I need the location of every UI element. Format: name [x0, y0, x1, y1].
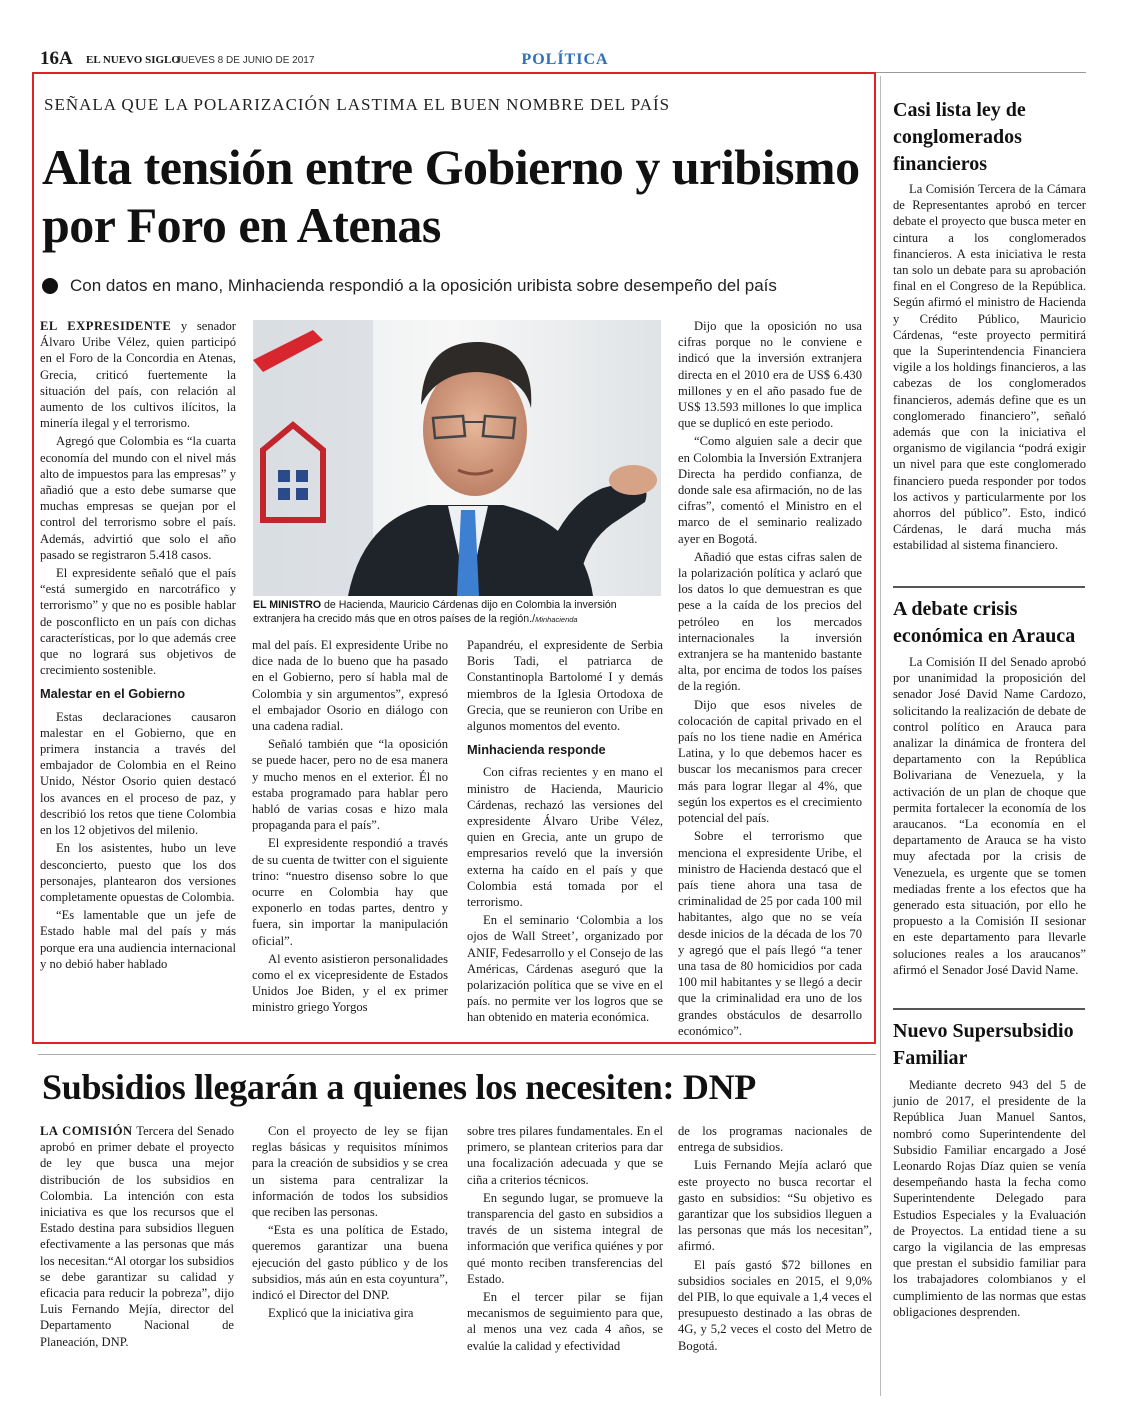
paragraph: La Comisión II del Senado aprobó por unanimidad la proposición del senador José David Name Cardozo, solicitando la realización de debate de control político en Arauca para analizar la dinámica de frontera del departamento con la República Bolivariana de Venezuela, y la activación de un plan de choque que permita fortalecer la economía de los araucanos. “La economía en el departamento de Arauca se ha visto muy afectada por la crisis de Venezuela, es urgente que se tomen mediadas frente a los efectos que ha generado esta situación, por ello he propuesto a la Comisión II sesionar en este departamento para llevarle soluciones reales a los araucanos” afirmó el Senador José David Name. — [893, 655, 1086, 977]
paragraph: Señaló también que “la oposición se puede hacer, pero no de esa manera y mucho menos en el exterior. Él no estaba programado para hablar pero habló de varias cosas e hizo mala propaganda para el país”. — [252, 737, 448, 833]
paragraph: “Es lamentable que un jefe de Estado hable mal del país y más porque era una audiencia internacional y no debió haber hablado — [40, 908, 236, 971]
sidebar-rule — [893, 1008, 1085, 1010]
masthead: EL NUEVO SIGLO — [86, 54, 180, 66]
paragraph: En los asistentes, hubo un leve desconcierto, puesto que los dos personajes, plantearon dos versiones completamente opuestas de Colombia. — [40, 841, 236, 904]
paragraph: y senador Álvaro Uribe Vélez, quien participó en el Foro de la Concordia en Atenas, Grecia, criticó fuertemente la situación del país, con relación al aumento de los cultivos ilícitos, la minería ilegal y el terrorismo. — [40, 319, 236, 431]
article-column-4 — [678, 318, 862, 1041]
paragraph: “Como alguien sale a decir que en Colombia la Inversión Extranjera Directa ha perdido confianza, de donde sale esa afirmación, no de las cifras”, comentó el Ministro en el marco de el seminario realizado ayer en Bogotá. — [678, 434, 862, 546]
photo-caption — [253, 599, 663, 626]
paragraph: de los programas nacionales de entrega de subsidios. — [678, 1124, 872, 1155]
article-divider — [38, 1054, 876, 1055]
second-article-column-1 — [40, 1123, 234, 1352]
paragraph: Sobre el terrorismo que menciona el expresidente Uribe, el ministro de Hacienda destacó que el país tiene ahora una tasa de criminalidad de 25 por cada 100 mil habitantes, algo que no se veía desde inicios de la década de los 70 y agregó que el país llegó “a tener una tasa de 80 homicidios por cada 100 mil habitantes y se llegó a decir que la criminalidad era uno de los grandes obstáculos de desarrollo económico”. — [678, 829, 862, 1038]
paragraph: En el tercer pilar se fijan mecanismos de seguimiento para que, al menos una vez cada 4 años, se evalúe la calidad y efectividad — [467, 1290, 663, 1353]
sidebar-headline-2: A debate crisis económica en Arauca — [893, 598, 1076, 647]
paragraph: sobre tres pilares fundamentales. En el primero, se plantean criterios para dar una focalización adecuada y que se ciña a criterios técnicos. — [467, 1124, 663, 1187]
paragraph: El expresidente respondió a través de su cuenta de twitter con el siguiente trino: “nuestro disenso sobre lo que ocurre en Colombia hay que exponerlo en todas partes, dentro y fuera, sin importar la manipulación oficial”. — [252, 836, 448, 948]
photo-credit: Minhacienda — [535, 614, 578, 624]
sidebar-text-1 — [893, 181, 1086, 554]
paragraph: Dijo que la oposición no usa cifras porque no le conviene e indicó que la inversión extranjera directa en el 2010 era de US$ 6.430 millones y en el año pasado fue de US$ 13.593 millones lo que implica que se duplicó en este periodo. — [678, 319, 862, 431]
article-column-3 — [467, 637, 663, 1028]
paragraph: Luis Fernando Mejía aclaró que este proyecto no busca recortar el gasto en subsidios: “Su objetivo es garantizar que los subsidios lleguen a las personas que más los necesitan”, afirmó. — [678, 1158, 872, 1254]
column-divider — [880, 76, 881, 1396]
caption-lead: EL MINISTRO — [253, 599, 322, 611]
paragraph: El expresidente señaló que el país “está sumergido en narcotráfico y terrorismo” y que no es posible hablar de posconflicto en un país con dichas características, por lo que además cree que no logrará sus objetivos de crecimiento sostenible. — [40, 566, 236, 678]
section-label: POLÍTICA — [521, 51, 609, 68]
second-article-column-4 — [678, 1123, 872, 1356]
paragraph: Mediante decreto 943 del 5 de junio de 2017, el presidente de la República Juan Manuel Santos, nombró como Superintendente del Subsidio Familiar encargado a José Leonardo Rojas Díaz quien se venía desempeñando hasta la fecha como Superintendente Delegado para Estudios Especiales y la Evaluación de Proyectos. La entidad tiene a su cargo la vigilancia de las empresas que prestan el subsidio familiar para los trabajadores colombianos y el cumplimiento de las normas que estas obligaciones desprenden. — [893, 1078, 1086, 1319]
subheadline-text: Con datos en mano, Minhacienda respondió a la oposición uribista sobre desempeño del país — [70, 276, 777, 295]
paragraph: mal del país. El expresidente Uribe no dice nada de lo bueno que ha pasado en el Gobierno, pero sí habla mal de Colombia y sin argumentos”, expresó el embajador Osorio en diálogo con una cadena radial. — [252, 638, 448, 734]
minister-photo — [253, 320, 661, 596]
article-column-1 — [40, 318, 236, 974]
paragraph: En segundo lugar, se promueve la transparencia del gasto en subsidios a través de un sistema integral de información que verifica quiénes y por qué monto reciben transferencias del Estado. — [467, 1190, 663, 1286]
second-article-column-3 — [467, 1123, 663, 1356]
subhead: Malestar en el Gobierno — [40, 686, 186, 702]
article-subheadline — [42, 276, 872, 296]
sidebar-text-3 — [893, 1077, 1086, 1320]
paragraph: Dijo que esos niveles de colocación de capital privado en el país no los tiene nadie en América Latina, y lo que debemos hacer es buscar los mecanismos para crecer más para lograr llegar al 4%, que según los expertos es el crecimiento potencial del país. — [678, 697, 862, 826]
second-article-headline: Subsidios llegarán a quienes los necesiten: DNP — [42, 1067, 756, 1107]
lead-in: LA COMISIÓN — [40, 1124, 133, 1138]
article-kicker: SEÑALA QUE LA POLARIZACIÓN LASTIMA EL BUEN NOMBRE DEL PAÍS — [44, 95, 671, 114]
sidebar-headline-1: Casi lista ley de conglomerados financieros — [893, 99, 1026, 175]
paragraph: Estas declaraciones causaron malestar en el Gobierno, que en primera instancia a través del embajador de Colombia en el Reino Unido, Néstor Osorio quien destacó los avances en el proceso de paz, y describió los retos que tiene Colombia en los 12 objetivos del milenio. — [40, 709, 236, 838]
paragraph: En el seminario ‘Colombia a los ojos de Wall Street’, organizado por ANIF, Fedesarrollo y el Consejo de las Américas, Cárdenas aseguró que la polarización política que se vive en el país. no permite ver los logros que se han obtenido en materia económica. — [467, 913, 663, 1025]
sidebar-rule — [893, 586, 1085, 588]
paragraph: Explicó que la iniciativa gira — [268, 1306, 414, 1321]
paragraph: Papandréu, el expresidente de Serbia Boris Tadi, el patriarca de Constantinopla Bartolomé I y demás miembros de la Iglesia Ortodoxa de Grecia, que se reunieron con Uribe en algunos momentos del evento. — [467, 638, 663, 734]
paragraph: El país gastó $72 billones en subsidios sociales en 2015, el 9,0% del PIB, lo que equivale a 1,4 veces el presupuesto destinado a las obras de 4G, y 5,2 veces el costo del Metro de Bogotá. — [678, 1257, 872, 1353]
paragraph: Tercera del Senado aprobó en primer debate el proyecto de ley que busca una mejor distribución de los subsidios en Colombia. La intención con esta iniciativa es que los recursos que el Estado destina para subsidios lleguen efectivamente a las personas que más los necesitan.“Al otorgar los subsidios se debe garantizar su calidad y eficacia para reducir la pobreza”, dijo Luis Fernando Mejía, director del Departamento Nacional de Planeación, DNP. — [40, 1124, 234, 1349]
article-column-2 — [252, 637, 448, 1018]
paragraph: Al evento asistieron personalidades como el ex vicepresidente de Estados Unidos Joe Biden, y el ex primer ministro griego Yorgos — [252, 951, 448, 1015]
issue-date: JUEVES 8 DE JUNIO DE 2017 — [176, 55, 315, 66]
paragraph: Con el proyecto de ley se fijan reglas básicas y requisitos mínimos para la creación de subsidios y se crea un sistema para centralizar la información de todos los subsidios que reciben las personas. — [252, 1124, 448, 1220]
lead-in: EL EXPRESIDENTE — [40, 319, 172, 333]
caption-text: de Hacienda, Mauricio Cárdenas dijo en Colombia la inversión extranjera ha crecido más que en otros países de la región./ — [253, 599, 617, 625]
page-number: 16A — [40, 48, 73, 69]
subhead: Minhacienda responde — [467, 742, 606, 758]
sidebar-headline-3: Nuevo Supersubsidio Familiar — [893, 1020, 1074, 1069]
bullet-icon — [42, 278, 58, 294]
sidebar-text-2 — [893, 654, 1086, 978]
paragraph: Agregó que Colombia es “la cuarta economía del mundo con el nivel más alto de impuestos para las empresas” y añadió que a esto debe sumarse que muchas empresas se quejan por el control del terrorismo sobre el país. Además, advirtió que solo el año pasado se registraron 5.418 casos. — [40, 434, 236, 562]
paragraph: Añadió que estas cifras salen de la polarización política y aclaró que los datos lo que demuestran es que pese a la caída de los precios del petróleo en los mercados internacionales la inversión extranjera se ha mantenido bastante alta, por encima de todos los países de la región. — [678, 549, 862, 694]
article-headline: Alta tensión entre Gobierno y uribismo por Foro en Atenas — [42, 139, 860, 253]
paragraph: “Esta es una política de Estado, queremos garantizar una buena ejecución del gasto público y de los subsidios, más aún en esta coyuntura”, indicó el Director del DNP. — [252, 1223, 448, 1303]
second-article-column-2 — [252, 1123, 448, 1323]
paragraph: La Comisión Tercera de la Cámara de Representantes aprobó en tercer debate el proyecto que busca meter en cintura a los conglomerados financieros. A esta iniciativa le resta tan solo un debate para su aprobación final en el Congreso de la República. Según afirmó el ministro de Hacienda y Crédito Público, Mauricio Cárdenas, “este proyecto permitirá que la Superintendencia Financiera vigile a los holdings financieros, a las cabezas de los conglomerados financieros, además define que es un conglomerado financiero”, señaló además que con la iniciativa el organismo de vigilancia “podrá exigir un nivel para que este conglomerado financiero pueda responder por todos los activos y particularmente por los ahorros del público”. Esto, indicó Cárdenas, le dará mucha más estabilidad al sistema financiero. — [893, 182, 1086, 553]
paragraph: Con cifras recientes y en mano el ministro de Hacienda, Mauricio Cárdenas, rechazó las versiones del expresidente Álvaro Uribe Vélez, quien en Grecia, ante un grupo de empresarios reveló que la inversión externa ha caído en el país y que Colombia está tomada por el terrorismo. — [467, 765, 663, 910]
